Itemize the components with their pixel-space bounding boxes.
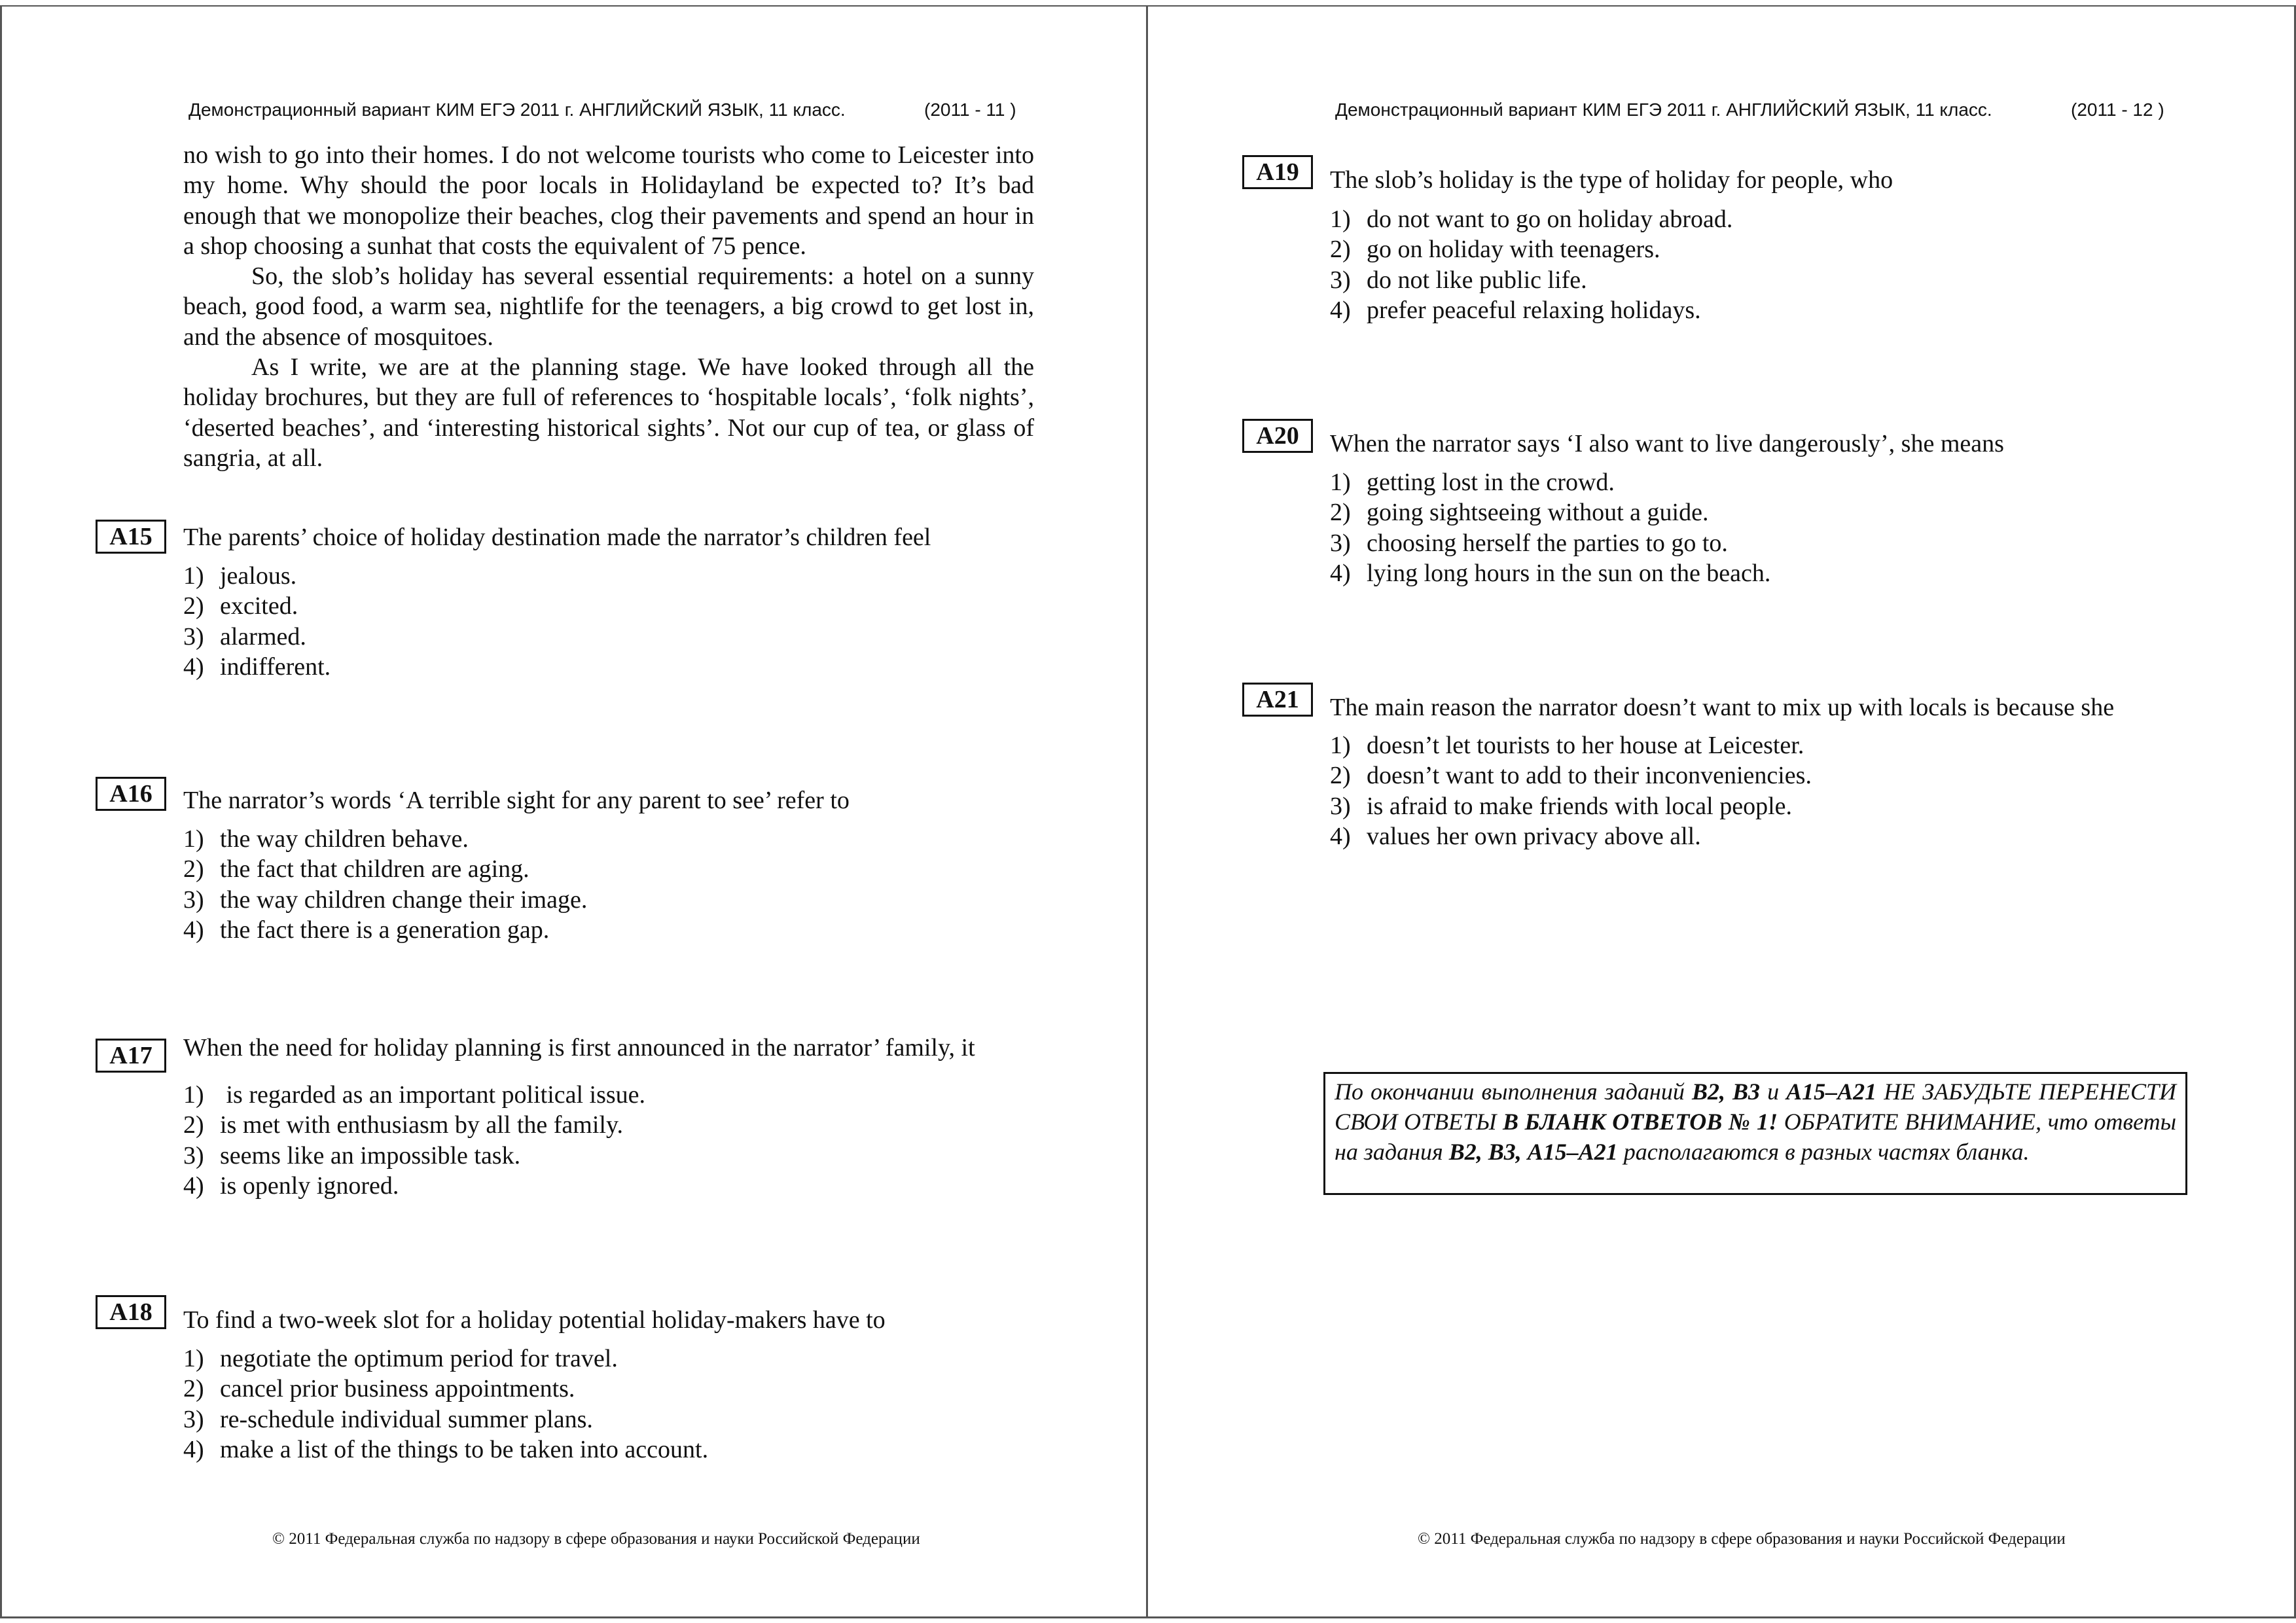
reading-passage <box>183 140 1034 473</box>
task-options <box>183 824 587 945</box>
option-item[interactable]: 2) cancel prior business appointments. <box>183 1375 575 1403</box>
option-item[interactable]: 1) do not want to go on holiday abroad. <box>1330 205 1733 233</box>
task-options <box>1330 730 1812 851</box>
option-item[interactable]: 4) values her own privacy above all. <box>1330 822 1701 850</box>
option-item[interactable]: 3) re-schedule individual summer plans. <box>183 1405 593 1433</box>
task-options <box>183 1344 708 1465</box>
option-item[interactable]: 3) is afraid to make friends with local people. <box>1330 792 1793 820</box>
task-options <box>1330 204 1732 325</box>
option-item[interactable]: 1) getting lost in the crowd. <box>1330 469 1615 496</box>
option-item[interactable]: 3) alarmed. <box>183 622 306 651</box>
task-question: The slob’s holiday is the type of holiday for people, who <box>1330 166 1893 194</box>
task-question: When the need for holiday planning is first announced in the narrator’ family, it <box>183 1034 975 1061</box>
option-item[interactable]: 4) indifferent. <box>183 652 331 681</box>
passage-paragraph: no wish to go into their homes. I do not welcome tourists who come to Leicester into my home. Why should the poor locals in Holidayland be expected to? It’s bad enough that we monopolize their beaches, clog their pavements and spend an hour in a shop choosing a sunhat that costs the equivalent of 75 pence. <box>183 141 1034 260</box>
header-page-number: (2011 - 11 ) <box>924 99 1016 120</box>
option-item[interactable]: 4) make a list of the things to be taken into account. <box>183 1435 709 1463</box>
option-item[interactable]: 1) the way children behave. <box>183 825 469 853</box>
task-options <box>183 561 331 682</box>
option-item[interactable]: 1) doesn’t let tourists to her house at Leicester. <box>1330 732 1804 759</box>
task-options <box>183 1080 645 1201</box>
page-header <box>1335 99 2164 120</box>
task-options <box>1330 467 1770 588</box>
task-number-box: A21 <box>1242 683 1313 717</box>
option-item[interactable]: 2) the fact that children are aging. <box>183 855 529 883</box>
task-question: To find a two-week slot for a holiday potential holiday-makers have to <box>183 1306 886 1334</box>
page-footer: © 2011 Федеральная служба по надзору в сфере образования и науки Российской Федерации <box>1418 1530 2066 1548</box>
option-item[interactable]: 4) the fact there is a generation gap. <box>183 916 550 944</box>
left-page <box>0 0 1145 1623</box>
option-item[interactable]: 1) is regarded as an important political issue. <box>183 1081 646 1109</box>
task-number-box: A18 <box>96 1295 166 1329</box>
page-footer: © 2011 Федеральная служба по надзору в сфере образования и науки Российской Федерации <box>272 1530 920 1548</box>
instruction-note: По окончании выполнения заданий В2, В3 и А15–А21 НЕ ЗАБУДЬТЕ ПЕРЕНЕСТИ СВОИ ОТВЕТЫ В БЛАНК ОТВЕТОВ № 1! ОБРАТИТЕ ВНИМАНИЕ, что ответы на задания В2, В3, А15–А21 располагаются в разных частях бланка. <box>1323 1072 2187 1195</box>
option-item[interactable]: 3) the way children change their image. <box>183 885 588 914</box>
option-item[interactable]: 3) seems like an impossible task. <box>183 1141 521 1169</box>
header-title: Демонстрационный вариант КИМ ЕГЭ 2011 г. АНГЛИЙСКИЙ ЯЗЫК, 11 класс. <box>1335 99 1992 120</box>
task-number-box: A15 <box>96 520 166 554</box>
option-item[interactable]: 2) is met with enthusiasm by all the family. <box>183 1111 623 1139</box>
task-number-box: A17 <box>96 1039 166 1073</box>
option-item[interactable]: 3) do not like public life. <box>1330 266 1587 294</box>
option-item[interactable]: 4) is openly ignored. <box>183 1171 399 1200</box>
task-question: The parents’ choice of holiday destination made the narrator’s children feel <box>183 524 931 551</box>
task-question: When the narrator says ‘I also want to live dangerously’, she means <box>1330 430 2004 457</box>
passage-paragraph: So, the slob’s holiday has several essential requirements: a hotel on a sunny beach, good food, a warm sea, nightlife for the teenagers, a big crowd to get lost in, and the absence of mosquitoes. <box>183 262 1034 351</box>
option-item[interactable]: 2) going sightseeing without a guide. <box>1330 499 1709 527</box>
option-item[interactable]: 3) choosing herself the parties to go to. <box>1330 529 1728 557</box>
task-number-box: A19 <box>1242 155 1313 189</box>
option-item[interactable]: 2) doesn’t want to add to their inconveniencies. <box>1330 762 1812 790</box>
option-item[interactable]: 4) prefer peaceful relaxing holidays. <box>1330 296 1701 324</box>
task-number-box: A16 <box>96 777 166 811</box>
option-item[interactable]: 2) go on holiday with teenagers. <box>1330 236 1660 264</box>
header-page-number: (2011 - 12 ) <box>2071 99 2164 120</box>
task-number-box: A20 <box>1242 419 1313 453</box>
option-item[interactable]: 2) excited. <box>183 592 298 620</box>
passage-paragraph: As I write, we are at the planning stage. We have looked through all the holiday brochures, but they are full of references to ‘hospitable locals’, ‘folk nights’, ‘deserted beaches’, and ‘interesting historical sights’. Not our cup of tea, or glass of sangria, at all. <box>183 353 1034 472</box>
page-header <box>188 99 1016 120</box>
task-question: The main reason the narrator doesn’t want to mix up with locals is because she <box>1330 694 2115 721</box>
option-item[interactable]: 1) jealous. <box>183 562 297 590</box>
option-item[interactable]: 4) lying long hours in the sun on the beach. <box>1330 559 1771 587</box>
header-title: Демонстрационный вариант КИМ ЕГЭ 2011 г. АНГЛИЙСКИЙ ЯЗЫК, 11 класс. <box>188 99 846 120</box>
task-question: The narrator’s words ‘A terrible sight for any parent to see’ refer to <box>183 787 850 814</box>
option-item[interactable]: 1) negotiate the optimum period for travel. <box>183 1345 618 1372</box>
right-page <box>1148 0 2293 1623</box>
